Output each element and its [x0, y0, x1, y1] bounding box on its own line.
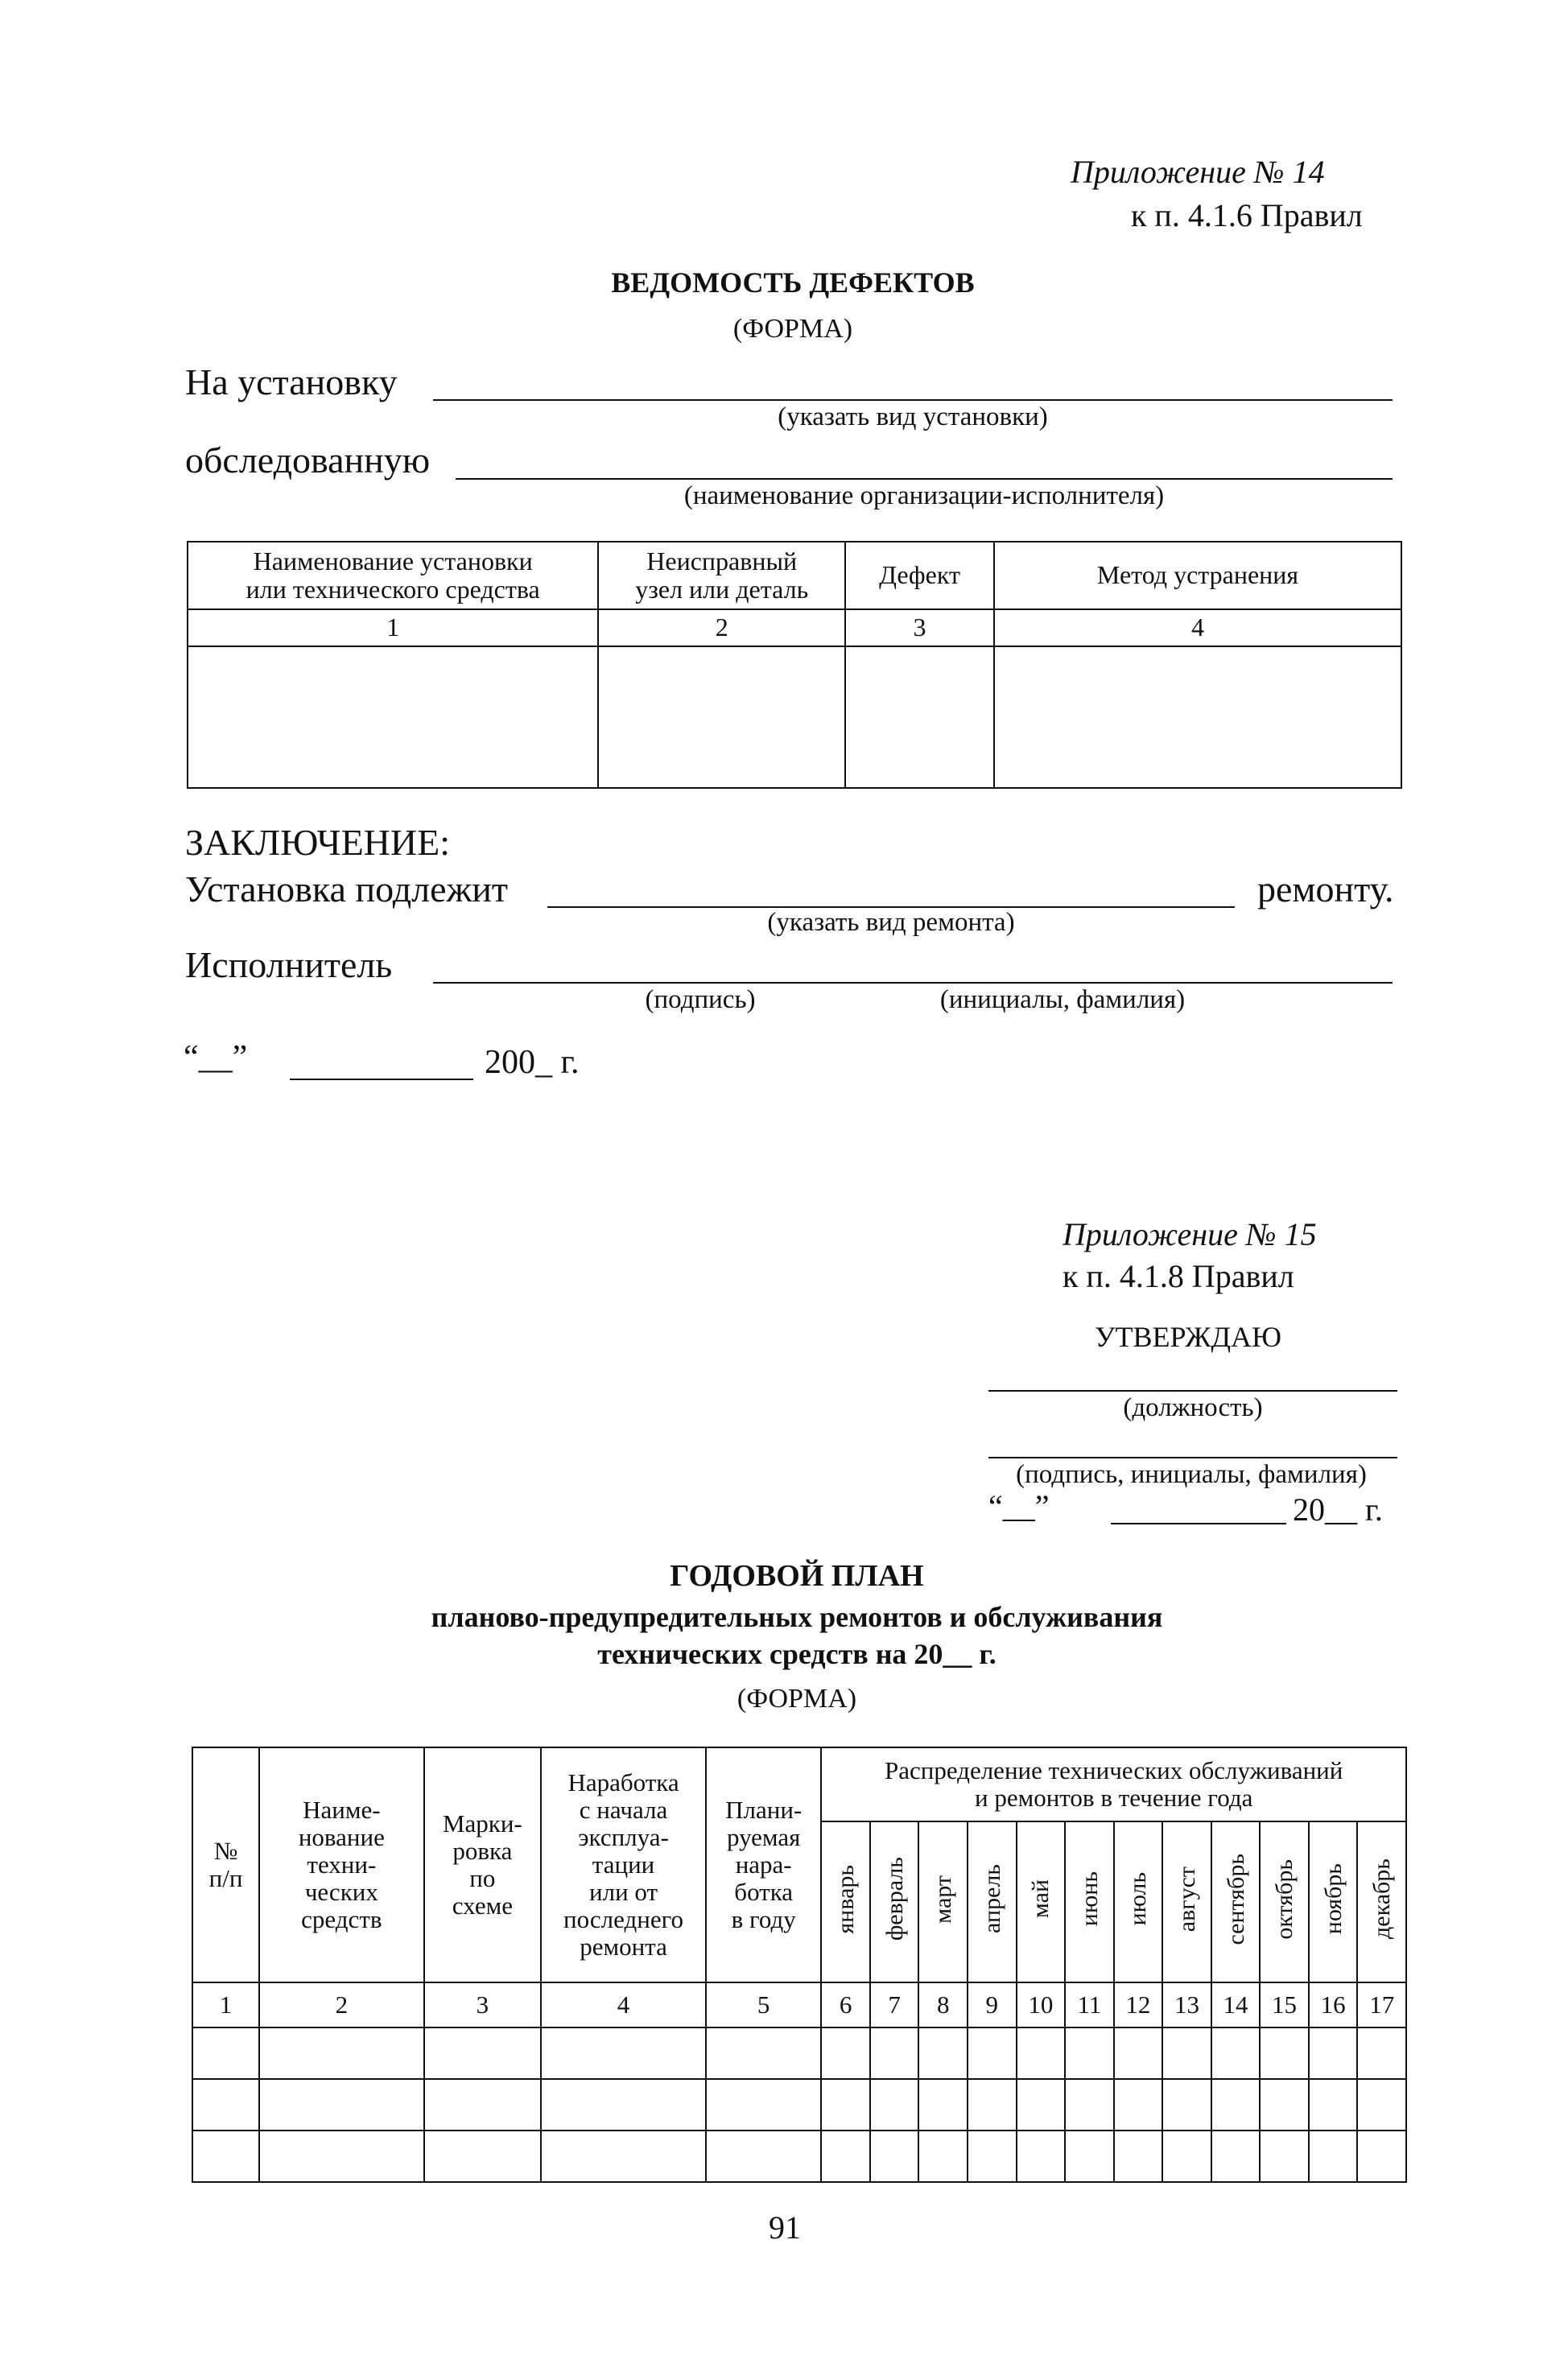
month-header: июль [1114, 1821, 1163, 1982]
data-cell[interactable] [706, 2027, 821, 2079]
data-cell[interactable] [1065, 2027, 1114, 2079]
approve-label: УТВЕРЖДАЮ [1095, 1321, 1282, 1353]
data-cell[interactable] [845, 646, 994, 788]
plan-title: ГОДОВОЙ ПЛАН [670, 1559, 924, 1593]
month-header: март [918, 1821, 968, 1982]
data-cell[interactable] [259, 2079, 424, 2131]
data-cell[interactable] [541, 2131, 706, 2182]
data-cell[interactable] [1260, 2027, 1309, 2079]
data-cell[interactable] [821, 2079, 870, 2131]
subject-label: Установка подлежит [185, 868, 509, 910]
surveyed-field[interactable] [456, 478, 1393, 480]
date-year: 200_ г. [485, 1044, 580, 1081]
header-no: № п/п [192, 1747, 259, 1982]
col-number: 4 [994, 609, 1401, 646]
data-cell[interactable] [1162, 2027, 1211, 2079]
col-number: 5 [706, 1982, 821, 2027]
position-hint: (должность) [1123, 1393, 1263, 1422]
month-header: май [1017, 1821, 1066, 1982]
col-number: 4 [541, 1982, 706, 2027]
defects-title: ВЕДОМОСТЬ ДЕФЕКТОВ [611, 266, 975, 299]
data-cell[interactable] [1017, 2131, 1066, 2182]
plan-subtitle-2: технических средств на 20__ г. [597, 1638, 997, 1670]
approve-date-field[interactable] [1111, 1523, 1286, 1524]
month-header: декабрь [1357, 1821, 1406, 1982]
header-method: Метод устранения [994, 542, 1401, 609]
install-hint: (указать вид установки) [778, 402, 1048, 431]
data-cell[interactable] [706, 2079, 821, 2131]
approve-date-year: 20__ г. [1293, 1491, 1383, 1528]
install-label: На установку [185, 361, 398, 402]
install-field[interactable] [433, 399, 1393, 401]
name-hint: (инициалы, фамилия) [939, 985, 1186, 1014]
data-cell[interactable] [968, 2079, 1017, 2131]
plan-form-label: (ФОРМА) [737, 1684, 857, 1714]
data-cell[interactable] [1309, 2079, 1358, 2131]
data-cell[interactable] [1211, 2079, 1261, 2131]
col-number: 1 [192, 1982, 259, 2027]
executor-field[interactable] [433, 982, 1393, 984]
data-cell[interactable] [1065, 2131, 1114, 2182]
month-header: июнь [1065, 1821, 1114, 1982]
header-distribution: Распределение технических обслуживаний и ремонтов в течение года [821, 1747, 1406, 1821]
header-planned: Плани- руемая нара- ботка в году [706, 1747, 821, 1982]
data-cell[interactable] [424, 2027, 541, 2079]
data-cell[interactable] [1357, 2079, 1406, 2131]
data-cell[interactable] [821, 2131, 870, 2182]
month-header: ноябрь [1309, 1821, 1358, 1982]
col-number: 1 [188, 609, 598, 646]
col-number: 13 [1162, 1982, 1211, 2027]
data-cell[interactable] [918, 2131, 968, 2182]
data-cell[interactable] [541, 2079, 706, 2131]
data-cell[interactable] [1357, 2131, 1406, 2182]
plan-subtitle-1: планово-предупредительных ремонтов и обслуживания [431, 1601, 1163, 1633]
surveyed-label: обследованную [185, 439, 431, 481]
col-number: 6 [821, 1982, 870, 2027]
data-cell[interactable] [968, 2027, 1017, 2079]
appendix14-title: Приложение № 14 [1071, 154, 1325, 190]
col-number: 3 [424, 1982, 541, 2027]
month-header: август [1162, 1821, 1211, 1982]
data-cell[interactable] [1309, 2027, 1358, 2079]
data-cell[interactable] [598, 646, 845, 788]
header-defect: Дефект [845, 542, 994, 609]
header-marking: Марки- ровка по схеме [424, 1747, 541, 1982]
col-number: 7 [870, 1982, 919, 2027]
data-cell[interactable] [1309, 2131, 1358, 2182]
data-cell[interactable] [994, 646, 1401, 788]
position-field[interactable] [988, 1390, 1397, 1392]
appendix14-ref: к п. 4.1.6 Правил [1131, 197, 1363, 233]
plan-table [192, 1747, 1407, 2183]
data-cell[interactable] [968, 2131, 1017, 2182]
col-number: 2 [598, 609, 845, 646]
col-number: 16 [1309, 1982, 1358, 2027]
data-cell[interactable] [192, 2131, 259, 2182]
data-cell[interactable] [1260, 2079, 1309, 2131]
col-number: 8 [918, 1982, 968, 2027]
subject-end: ремонту. [1257, 868, 1394, 910]
col-number: 10 [1017, 1982, 1066, 2027]
data-cell[interactable] [1211, 2131, 1261, 2182]
data-cell[interactable] [1211, 2027, 1261, 2079]
date-month-field[interactable] [290, 1079, 473, 1080]
month-header: сентябрь [1211, 1821, 1261, 1982]
data-cell[interactable] [424, 2131, 541, 2182]
col-number: 17 [1357, 1982, 1406, 2027]
form-label: (ФОРМА) [732, 314, 853, 344]
data-cell[interactable] [870, 2131, 919, 2182]
data-cell[interactable] [821, 2027, 870, 2079]
data-cell[interactable] [1162, 2079, 1211, 2131]
col-number: 3 [845, 609, 994, 646]
sign-hint: (подпись) [645, 985, 756, 1014]
data-cell[interactable] [259, 2131, 424, 2182]
month-header: январь [821, 1821, 870, 1982]
data-cell[interactable] [424, 2079, 541, 2131]
data-cell[interactable] [1260, 2131, 1309, 2182]
data-cell[interactable] [918, 2027, 968, 2079]
appendix15-ref: к п. 4.1.8 Правил [1063, 1258, 1294, 1294]
col-number: 2 [259, 1982, 424, 2027]
month-header: февраль [870, 1821, 919, 1982]
data-cell[interactable] [1114, 2131, 1163, 2182]
data-cell[interactable] [870, 2027, 919, 2079]
col-number: 14 [1211, 1982, 1261, 2027]
approve-date-quote: “__” [988, 1488, 1050, 1524]
defects-table [187, 541, 1402, 789]
data-cell[interactable] [1162, 2131, 1211, 2182]
col-number: 11 [1065, 1982, 1114, 2027]
date-quote: “__” [184, 1039, 248, 1076]
data-cell[interactable] [541, 2027, 706, 2079]
data-cell[interactable] [1017, 2027, 1066, 2079]
month-header: апрель [968, 1821, 1017, 1982]
repair-hint: (указать вид ремонта) [767, 908, 1015, 937]
conclusion-label: ЗАКЛЮЧЕНИЕ: [185, 822, 450, 863]
data-cell[interactable] [706, 2131, 821, 2182]
header-faulty-unit: Неисправный узел или деталь [598, 542, 845, 609]
col-number: 9 [968, 1982, 1017, 2027]
data-cell[interactable] [1114, 2027, 1163, 2079]
month-header: октябрь [1260, 1821, 1309, 1982]
surveyed-hint: (наименование организации-исполнителя) [683, 481, 1165, 510]
data-cell[interactable] [870, 2079, 919, 2131]
signature-field[interactable] [988, 1457, 1397, 1458]
executor-label: Исполнитель [185, 944, 393, 985]
data-cell[interactable] [1114, 2079, 1163, 2131]
data-cell[interactable] [1357, 2027, 1406, 2079]
header-runtime: Наработка с начала эксплуа- тации или от последнего ремонта [541, 1747, 706, 1982]
page-number: 91 [769, 2209, 801, 2246]
data-cell[interactable] [918, 2079, 968, 2131]
data-cell[interactable] [192, 2079, 259, 2131]
col-number: 12 [1114, 1982, 1163, 2027]
data-cell[interactable] [1017, 2079, 1066, 2131]
header-installation: Наименование установки или технического средства [188, 542, 598, 609]
signature-hint: (подпись, инициалы, фамилия) [1016, 1460, 1367, 1489]
header-name: Наиме- нование техни- ческих средств [259, 1747, 424, 1982]
data-cell[interactable] [192, 2027, 259, 2079]
data-cell[interactable] [259, 2027, 424, 2079]
appendix15-title: Приложение № 15 [1063, 1216, 1317, 1252]
data-cell[interactable] [1065, 2079, 1114, 2131]
col-number: 15 [1260, 1982, 1309, 2027]
data-cell[interactable] [188, 646, 598, 788]
